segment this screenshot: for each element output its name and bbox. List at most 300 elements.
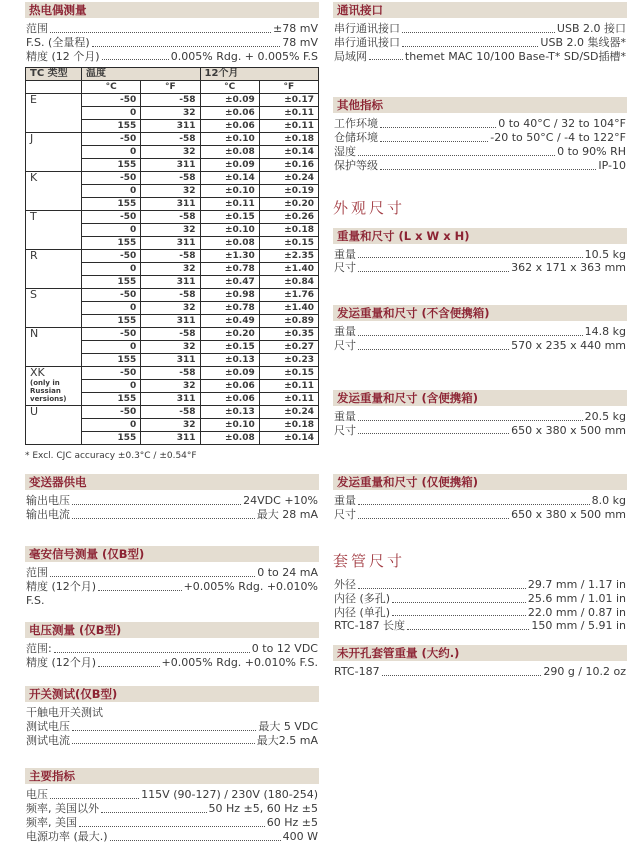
tc-group-S xyxy=(26,289,319,328)
cell: -58 xyxy=(141,250,200,263)
tc-type-cell: U xyxy=(26,406,82,445)
tc-group-T xyxy=(26,211,319,250)
col-header-degc: °C xyxy=(82,81,141,94)
spec-value: 78 mV xyxy=(282,35,318,49)
spec-value: 最大2.5 mA xyxy=(256,733,318,747)
col-header-blank xyxy=(26,81,82,94)
table-row xyxy=(26,172,319,185)
spec-row xyxy=(333,578,627,592)
dot-leader xyxy=(358,271,509,272)
spec-label: 测试电压 xyxy=(26,719,70,733)
dimensions-heading: 外观尺寸 xyxy=(333,198,406,217)
cell: ±0.26 xyxy=(259,211,318,224)
tc-group-R xyxy=(26,250,319,289)
cell: 155 xyxy=(82,432,141,445)
dot-leader xyxy=(380,141,488,142)
spec-label: 精度 (12个月) xyxy=(26,656,97,670)
cell: 155 xyxy=(82,198,141,211)
section-header: 通讯接口 xyxy=(333,2,627,18)
spec-row xyxy=(25,656,319,670)
dot-leader xyxy=(392,615,526,616)
spec-label: 重量 xyxy=(334,409,356,423)
spec-value: 290 g / 10.2 oz xyxy=(543,665,626,679)
dot-leader xyxy=(358,504,590,505)
section-other-specs xyxy=(333,97,627,172)
cell: ±0.98 xyxy=(200,289,259,302)
spec-label: 范围 xyxy=(26,22,48,35)
cell: ±0.47 xyxy=(200,276,259,289)
dot-leader xyxy=(72,504,241,505)
dot-leader xyxy=(402,32,555,33)
table-row xyxy=(26,250,319,263)
table-row xyxy=(26,328,319,341)
spec-label: RTC-187 长度 xyxy=(334,619,406,633)
spec-row xyxy=(25,816,319,830)
cell: 0 xyxy=(82,146,141,159)
cell: ±0.10 xyxy=(200,224,259,237)
cell: ±0.15 xyxy=(259,367,318,380)
cell: 155 xyxy=(82,276,141,289)
spec-value: 0 to 24 mA xyxy=(257,565,318,579)
cell: -50 xyxy=(82,250,141,263)
dot-leader xyxy=(382,675,542,676)
cell: ±0.11 xyxy=(259,120,318,133)
spec-value: 最大 28 mA xyxy=(256,508,318,522)
spec-row xyxy=(25,788,319,802)
cell: -58 xyxy=(141,367,200,380)
cell: 311 xyxy=(141,276,200,289)
col-header-tc-type: TC 类型 xyxy=(26,68,82,81)
tc-group-K xyxy=(26,172,319,211)
spec-value: 29.7 mm / 1.17 in xyxy=(527,577,626,591)
cell: 0 xyxy=(82,107,141,120)
spec-value: ±78 mV xyxy=(273,22,318,35)
spec-value: 115V (90-127) / 230V (180-254) xyxy=(141,788,318,802)
cell: ±0.13 xyxy=(200,354,259,367)
spec-label: 串行通讯接口 xyxy=(334,35,400,49)
spec-value: USB 2.0 集线器* xyxy=(540,35,626,49)
section-header: 其他指标 xyxy=(333,97,627,113)
col-header-degc: °C xyxy=(200,81,259,94)
table-header-row xyxy=(26,68,319,81)
dot-leader xyxy=(358,433,509,434)
dot-leader xyxy=(358,420,583,421)
cell: ±0.06 xyxy=(200,107,259,120)
right-column xyxy=(333,2,627,844)
table-row xyxy=(26,94,319,107)
cell: 32 xyxy=(141,341,200,354)
spec-value: USB 2.0 接口 xyxy=(556,22,626,35)
cell: -58 xyxy=(141,133,200,146)
section-weight-dim xyxy=(333,228,627,276)
cell: ±0.84 xyxy=(259,276,318,289)
spec-value: 10.5 kg xyxy=(584,247,626,261)
dot-leader xyxy=(72,743,255,744)
cell: 311 xyxy=(141,120,200,133)
dot-leader xyxy=(369,59,403,60)
spec-label: 尺寸 xyxy=(334,508,356,522)
dot-leader xyxy=(50,576,255,577)
section-switch-test xyxy=(25,686,319,747)
cell: 32 xyxy=(141,146,200,159)
cell: 311 xyxy=(141,354,200,367)
spec-label: 局域网 xyxy=(334,49,367,63)
spec-row xyxy=(333,410,627,424)
cell: ±0.35 xyxy=(259,328,318,341)
cell: 155 xyxy=(82,237,141,250)
tc-group-E xyxy=(26,94,319,133)
switch-lead-line: 干触电开关测试 xyxy=(26,705,103,719)
spec-value: 0 to 12 VDC xyxy=(251,642,318,656)
cell: -50 xyxy=(82,133,141,146)
spec-label: 频率, 美国以外 xyxy=(26,802,99,816)
dot-leader xyxy=(50,32,271,33)
spec-row xyxy=(25,566,319,580)
dot-leader xyxy=(358,257,583,258)
spec-row xyxy=(25,802,319,816)
section-header: 发运重量和尺寸 (仅便携箱) xyxy=(333,474,627,490)
cell: ±1.30 xyxy=(200,250,259,263)
cell: 0 xyxy=(82,380,141,393)
cell: ±0.78 xyxy=(200,263,259,276)
dot-leader xyxy=(358,155,555,156)
cell: 32 xyxy=(141,380,200,393)
spec-row xyxy=(333,508,627,522)
spec-label: 串行通讯接口 xyxy=(334,22,400,35)
spec-row xyxy=(333,22,627,36)
cell: 155 xyxy=(82,315,141,328)
cell: -58 xyxy=(141,172,200,185)
table-row xyxy=(26,367,319,380)
cell: ±0.11 xyxy=(259,393,318,406)
section-header: 发运重量和尺寸 (不含便携箱) xyxy=(333,305,627,321)
spec-label: 内径 (多孔) xyxy=(334,591,391,605)
cell: ±0.14 xyxy=(200,172,259,185)
spec-row xyxy=(25,36,319,50)
section-sleeve-weight xyxy=(333,645,627,679)
dot-leader xyxy=(98,666,159,667)
cell: -50 xyxy=(82,406,141,419)
spec-label: 重量 xyxy=(334,494,356,508)
cell: ±1.40 xyxy=(259,263,318,276)
cell: ±0.06 xyxy=(200,393,259,406)
spec-label: 尺寸 xyxy=(334,423,356,437)
section-header: 重量和尺寸 (L x W x H) xyxy=(333,228,627,244)
cell: -58 xyxy=(141,406,200,419)
spec-row xyxy=(333,159,627,173)
left-column xyxy=(25,2,319,844)
spec-label: 内径 (单孔) xyxy=(334,605,391,619)
spec-row xyxy=(25,720,319,734)
tc-type-cell: J xyxy=(26,133,82,172)
tc-type-cell: R xyxy=(26,250,82,289)
cell: ±0.09 xyxy=(200,159,259,172)
spec-value: 570 x 235 x 440 mm xyxy=(511,338,626,352)
cell: 32 xyxy=(141,185,200,198)
spec-row xyxy=(333,606,627,620)
tc-group-J xyxy=(26,133,319,172)
cell: ±0.08 xyxy=(200,146,259,159)
spec-row xyxy=(333,619,627,633)
cell: 311 xyxy=(141,237,200,250)
spec-value: IP-10 xyxy=(598,158,626,172)
cell: 32 xyxy=(141,419,200,432)
spec-value: -20 to 50°C / -4 to 122°F xyxy=(490,131,626,145)
cell: ±0.23 xyxy=(259,354,318,367)
spec-label: 电压 xyxy=(26,788,48,802)
spec-value: 0 to 40°C / 32 to 104°F xyxy=(498,117,626,131)
dot-leader xyxy=(72,730,256,731)
tc-accuracy-table xyxy=(25,67,319,445)
cell: ±0.18 xyxy=(259,224,318,237)
tc-type-cell: K xyxy=(26,172,82,211)
table-row xyxy=(26,406,319,419)
dot-leader xyxy=(358,588,526,589)
spec-value: 25.6 mm / 1.01 in xyxy=(527,591,626,605)
spec-label: 测试电流 xyxy=(26,733,70,747)
cell: ±0.24 xyxy=(259,406,318,419)
spec-label: 重量 xyxy=(334,247,356,261)
cell: ±0.08 xyxy=(200,237,259,250)
cell: ±0.15 xyxy=(259,237,318,250)
tc-group-XK xyxy=(26,367,319,406)
spec-row xyxy=(25,734,319,748)
cell: 311 xyxy=(141,198,200,211)
table-subheader-row xyxy=(26,81,319,94)
cell: -58 xyxy=(141,289,200,302)
section-comm-interface xyxy=(333,2,627,63)
tc-type-cell: XK (only in Russian versions) xyxy=(26,367,82,406)
cell: ±0.18 xyxy=(259,419,318,432)
spec-value: +0.005% Rdg. +0.010% F.S. xyxy=(161,656,318,670)
section-header: 电压测量 (仅B型) xyxy=(25,622,319,638)
cell: -50 xyxy=(82,289,141,302)
spec-value: 650 x 380 x 500 mm xyxy=(511,508,626,522)
dot-leader xyxy=(98,590,182,591)
section-header: 主要指标 xyxy=(25,768,319,784)
cell: ±0.16 xyxy=(259,159,318,172)
cell: ±0.08 xyxy=(200,432,259,445)
spec-row xyxy=(333,665,627,679)
dot-leader xyxy=(54,652,250,653)
spec-label: 输出电流 xyxy=(26,508,70,522)
spec-label: 尺寸 xyxy=(334,261,356,275)
spec-value: 650 x 380 x 500 mm xyxy=(511,423,626,437)
dot-leader xyxy=(402,46,538,47)
spec-value: 0 to 90% RH xyxy=(557,144,626,158)
cell: ±0.27 xyxy=(259,341,318,354)
spec-value: 14.8 kg xyxy=(584,325,626,339)
cell: ±0.11 xyxy=(200,198,259,211)
cell: 0 xyxy=(82,302,141,315)
spec-label: 精度 (12 个月) xyxy=(26,49,100,63)
section-main-specs xyxy=(25,768,319,843)
spec-label: 频率, 美国 xyxy=(26,815,77,829)
spec-row xyxy=(25,50,319,64)
cell: 311 xyxy=(141,159,200,172)
cell: ±0.14 xyxy=(259,432,318,445)
cell: -58 xyxy=(141,211,200,224)
cell: 0 xyxy=(82,263,141,276)
col-header-degf: °F xyxy=(259,81,318,94)
cell: 0 xyxy=(82,185,141,198)
spec-value: 150 mm / 5.91 in xyxy=(531,619,626,633)
spec-label: 范围 xyxy=(26,565,48,579)
cell: 32 xyxy=(141,224,200,237)
spec-value: 24VDC +10% xyxy=(243,494,318,508)
section-ship-with-case xyxy=(333,390,627,438)
dot-leader xyxy=(72,518,255,519)
cell: ±2.35 xyxy=(259,250,318,263)
cell: ±0.17 xyxy=(259,94,318,107)
spec-row xyxy=(333,131,627,145)
spec-label: 重量 xyxy=(334,325,356,339)
dot-leader xyxy=(101,812,207,813)
tc-type-cell: S xyxy=(26,289,82,328)
section-header: 发运重量和尺寸 (含便携箱) xyxy=(333,390,627,406)
spec-row xyxy=(25,22,319,36)
dot-leader xyxy=(380,127,496,128)
cell: ±0.10 xyxy=(200,185,259,198)
tc-type-cell: T xyxy=(26,211,82,250)
cell: 155 xyxy=(82,120,141,133)
dot-leader xyxy=(407,629,529,630)
cell: ±0.78 xyxy=(200,302,259,315)
spec-row xyxy=(333,261,627,275)
spec-row xyxy=(333,36,627,50)
cell: ±0.06 xyxy=(200,120,259,133)
spec-label: RTC-187 xyxy=(334,665,380,679)
dot-leader xyxy=(50,798,139,799)
dot-leader xyxy=(392,602,526,603)
spec-label: 输出电压 xyxy=(26,494,70,508)
spec-value: 最大 5 VDC xyxy=(258,719,318,733)
spec-row xyxy=(25,830,319,844)
cell: 155 xyxy=(82,354,141,367)
spec-label: 保护等级 xyxy=(334,158,378,172)
table-row xyxy=(26,211,319,224)
dot-leader xyxy=(92,46,281,47)
col-header-temperature: 温度 xyxy=(82,68,201,81)
cell: 155 xyxy=(82,159,141,172)
section-header-thermocouple: 热电偶测量 xyxy=(25,2,319,18)
tc-group-U xyxy=(26,406,319,445)
spec-value: 50 Hz ±5, 60 Hz ±5 xyxy=(208,802,318,816)
dot-leader xyxy=(79,826,265,827)
spec-row xyxy=(333,50,627,64)
cell: -50 xyxy=(82,94,141,107)
spec-label: 电源功率 (最大.) xyxy=(26,829,108,843)
cell: 311 xyxy=(141,432,200,445)
spec-row xyxy=(25,508,319,522)
cell: ±0.15 xyxy=(200,211,259,224)
spec-row xyxy=(333,145,627,159)
table-row xyxy=(26,133,319,146)
cell: ±0.18 xyxy=(259,133,318,146)
dot-leader xyxy=(358,335,583,336)
spec-label: 尺寸 xyxy=(334,338,356,352)
tc-group-N xyxy=(26,328,319,367)
dot-leader xyxy=(358,349,509,350)
spec-label: 外径 xyxy=(334,577,356,591)
spec-value: themet MAC 10/100 Base-T* SD/SD插槽* xyxy=(404,49,626,63)
cell: ±0.13 xyxy=(200,406,259,419)
cell: -50 xyxy=(82,328,141,341)
section-ship-no-case xyxy=(333,305,627,353)
cell: ±1.40 xyxy=(259,302,318,315)
dot-leader xyxy=(110,840,281,841)
spec-value: 20.5 kg xyxy=(584,409,626,423)
spec-value: 400 W xyxy=(282,829,318,843)
cell: ±0.14 xyxy=(259,146,318,159)
spec-label: 湿度 xyxy=(334,144,356,158)
cell: -58 xyxy=(141,94,200,107)
cell: ±0.09 xyxy=(200,367,259,380)
cell: -50 xyxy=(82,367,141,380)
cell: 32 xyxy=(141,302,200,315)
cell: ±0.24 xyxy=(259,172,318,185)
section-header: 变送器供电 xyxy=(25,474,319,490)
spec-row xyxy=(333,592,627,606)
cell: 311 xyxy=(141,393,200,406)
cell: ±0.09 xyxy=(200,94,259,107)
spec-value: 60 Hz ±5 xyxy=(266,815,318,829)
cell: -58 xyxy=(141,328,200,341)
cell: ±0.49 xyxy=(200,315,259,328)
cell: 0 xyxy=(82,341,141,354)
cell: 32 xyxy=(141,107,200,120)
section-voltage-measure xyxy=(25,622,319,670)
section-header: 未开孔套管重量 (大约.) xyxy=(333,645,627,661)
col-header-degf: °F xyxy=(141,81,200,94)
spec-value: 22.0 mm / 0.87 in xyxy=(527,605,626,619)
spec-row xyxy=(333,248,627,262)
tc-type-cell: N xyxy=(26,328,82,367)
spec-row xyxy=(25,642,319,656)
spec-label: 精度 (12个月) xyxy=(26,579,97,593)
section-ma-measure xyxy=(25,546,319,607)
cell: ±0.89 xyxy=(259,315,318,328)
spec-value: 362 x 171 x 363 mm xyxy=(511,261,626,275)
dot-leader xyxy=(102,59,169,60)
cell: ±1.76 xyxy=(259,289,318,302)
sleeve-heading: 套管尺寸 xyxy=(333,551,406,570)
cell: 155 xyxy=(82,393,141,406)
spec-label: 工作环境 xyxy=(334,117,378,131)
cell: 0 xyxy=(82,224,141,237)
spec-row xyxy=(333,325,627,339)
cell: -50 xyxy=(82,172,141,185)
spec-value: 0.005% Rdg. + 0.005% F.S xyxy=(170,49,318,63)
spec-row xyxy=(333,424,627,438)
spec-row xyxy=(25,580,319,594)
spec-row xyxy=(25,494,319,508)
spec-row xyxy=(333,117,627,131)
cell: ±0.10 xyxy=(200,419,259,432)
spec-value: 8.0 kg xyxy=(591,494,626,508)
cell: ±0.20 xyxy=(259,198,318,211)
section-ship-case-only xyxy=(333,474,627,522)
spec-label: F.S. (全量程) xyxy=(26,35,90,49)
cell: -50 xyxy=(82,211,141,224)
cell: ±0.10 xyxy=(200,133,259,146)
spec-continuation: F.S. xyxy=(26,593,45,607)
spec-label: 范围: xyxy=(26,642,52,656)
cell: ±0.11 xyxy=(259,107,318,120)
cjc-footnote: * Excl. CJC accuracy ±0.3°C / ±0.54°F xyxy=(25,451,197,462)
cell: ±0.06 xyxy=(200,380,259,393)
cell: ±0.20 xyxy=(200,328,259,341)
